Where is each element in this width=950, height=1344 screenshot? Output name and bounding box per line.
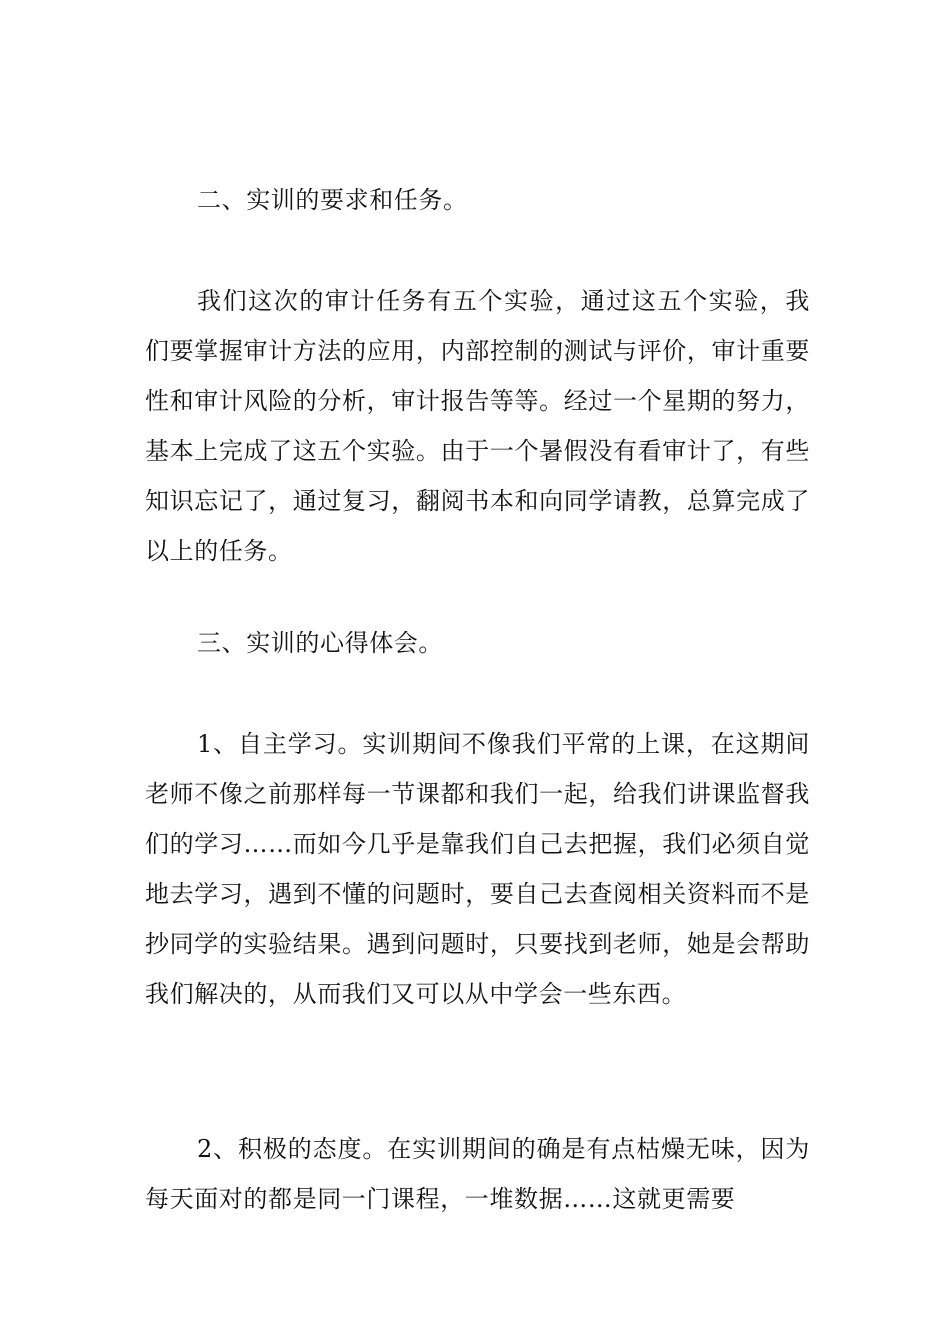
paragraph-self-study: 1、自主学习。实训期间不像我们平常的上课，在这期间老师不像之前那样每一节课都和我们一起，给我们讲课监督我们的学习……而如今几乎是靠我们自己去把握，我们必须自觉地去学习，遇到不懂的问题时，要自己去查阅相关资料而不是抄同学的实验结果。遇到问题时，只要找到老师，她是会帮助我们解决的，从而我们又可以从中学会一些东西。 [145, 730, 810, 1008]
paragraph-positive-attitude: 2、积极的态度。在实训期间的确是有点枯燥无味，因为每天面对的都是同一门课程，一堆数据……这就更需要 [145, 1135, 810, 1213]
section-heading-requirements: 二、实训的要求和任务。 [197, 186, 468, 214]
paragraph-tasks: 我们这次的审计任务有五个实验，通过这五个实验，我们要掌握审计方法的应用，内部控制的测试与评价，审计重要性和审计风险的分析，审计报告等等。经过一个星期的努力，基本上完成了这五个实验。由于一个暑假没有看审计了，有些知识忘记了，通过复习，翻阅书本和向同学请教，总算完成了以上的任务。 [145, 287, 810, 565]
section-heading-experience: 三、实训的心得体会。 [197, 629, 443, 657]
